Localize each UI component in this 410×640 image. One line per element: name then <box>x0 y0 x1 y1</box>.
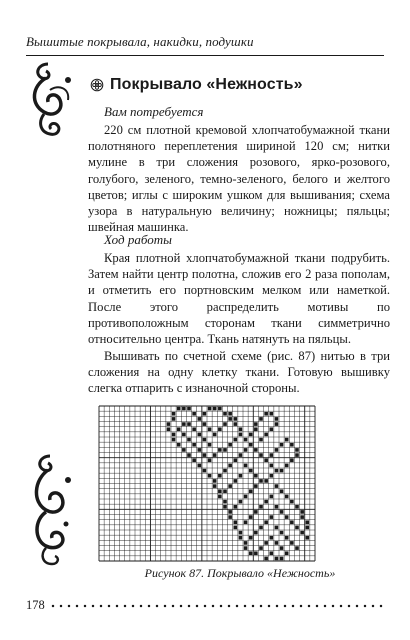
stitch-cell <box>203 469 207 473</box>
stitch-cell <box>218 474 222 478</box>
stitch-cell <box>269 551 273 555</box>
materials-paragraph: 220 см плотной кремовой хлопчатобумажной ткани полотняного переплетения шириной 120 см; нитки мулине в три сложения розового, ярко-розового, голубого, зеленого, темно-зеленого, белого и желтого цветов; иглы с широким ушком для вышивания; схема узора в натуральную величину; ножницы; пяльцы; швейная машинка. <box>88 123 390 235</box>
stitch-cell <box>254 510 258 514</box>
embroidery-pattern-figure <box>98 405 316 567</box>
stitch-cell <box>295 526 299 530</box>
stitch-cell <box>223 505 227 509</box>
stitch-cell <box>275 422 279 426</box>
stitch-cell <box>264 557 268 561</box>
stitch-cell <box>244 546 248 550</box>
stitch-cell <box>172 417 176 421</box>
stitch-cell <box>233 458 237 462</box>
stitch-cell <box>228 484 232 488</box>
stitch-cell <box>264 412 268 416</box>
stitch-cell <box>264 541 268 545</box>
work-heading: Ход работы <box>104 232 172 247</box>
stitch-cell <box>290 541 294 545</box>
stitch-cell <box>223 469 227 473</box>
stitch-cell <box>192 412 196 416</box>
stitch-cell <box>259 479 263 483</box>
stitch-cell <box>213 484 217 488</box>
stitch-cell <box>280 469 284 473</box>
stitch-cell <box>280 531 284 535</box>
stitch-cell <box>197 464 201 468</box>
stitch-cell <box>295 546 299 550</box>
stitch-cell <box>305 536 309 540</box>
stitch-cell <box>275 526 279 530</box>
stitch-cell <box>223 489 227 493</box>
stitch-cell <box>280 510 284 514</box>
stitch-cell <box>182 407 186 411</box>
stitch-cell <box>228 412 232 416</box>
stitch-cell <box>290 443 294 447</box>
stitch-cell <box>254 422 258 426</box>
stitch-cell <box>239 427 243 431</box>
ornament-swirl-top-icon <box>24 60 80 140</box>
stitch-cell <box>285 464 289 468</box>
stitch-cell <box>275 417 279 421</box>
stitch-cell <box>285 495 289 499</box>
stitch-cell <box>177 427 181 431</box>
stitch-cell <box>269 495 273 499</box>
footer-dotted-rule <box>49 602 386 610</box>
stitch-cell <box>275 469 279 473</box>
stitch-cell <box>290 500 294 504</box>
stitch-cell <box>254 551 258 555</box>
page-footer <box>26 598 386 613</box>
stitch-cell <box>167 427 171 431</box>
stitch-cell <box>223 500 227 504</box>
stitch-cell <box>197 448 201 452</box>
stitch-cell <box>192 443 196 447</box>
stitch-cell <box>269 464 273 468</box>
stitch-cell <box>285 438 289 442</box>
stitch-cell <box>192 458 196 462</box>
stitch-cell <box>187 438 191 442</box>
stitch-cell <box>218 407 222 411</box>
stitch-cell <box>192 427 196 431</box>
stitch-cell <box>244 520 248 524</box>
stitch-cell <box>233 479 237 483</box>
stitch-cell <box>208 407 212 411</box>
stitch-cell <box>233 505 237 509</box>
stitch-cell <box>239 474 243 478</box>
stitch-cell <box>259 417 263 421</box>
stitch-cell <box>249 489 253 493</box>
stitch-cell <box>249 551 253 555</box>
stitch-cell <box>213 479 217 483</box>
stitch-cell <box>239 531 243 535</box>
stitch-cell <box>218 495 222 499</box>
stitch-cell <box>264 479 268 483</box>
stitch-cell <box>208 427 212 431</box>
stitch-cell <box>269 427 273 431</box>
stitch-cell <box>244 448 248 452</box>
stitch-cell <box>249 515 253 519</box>
stitch-cell <box>244 438 248 442</box>
stitch-cell <box>182 433 186 437</box>
stitch-cell <box>228 464 232 468</box>
work-paragraph-2: Вышивать по счетной схеме (рис. 87) нитью в три сложения на одну клетку ткани. Готовую вышивку слегка отпарить с изнаночной стороны. <box>88 349 390 396</box>
stitch-cell <box>223 412 227 416</box>
stitch-cell <box>197 433 201 437</box>
stitch-cell <box>280 557 284 561</box>
stitch-cell <box>203 438 207 442</box>
ornament-swirl-bottom-icon <box>24 450 80 570</box>
stitch-cell <box>177 407 181 411</box>
stitch-cell <box>244 464 248 468</box>
stitch-cell <box>254 531 258 535</box>
stitch-cell <box>228 515 232 519</box>
stitch-cell <box>269 412 273 416</box>
stitch-cell <box>208 474 212 478</box>
stitch-cell <box>239 500 243 504</box>
stitch-cell <box>305 520 309 524</box>
header-rule <box>26 55 384 56</box>
stitch-cell <box>223 448 227 452</box>
stitch-cell <box>233 526 237 530</box>
figure-caption: Рисунок 87. Покрывало «Нежность» <box>144 566 336 580</box>
stitch-cell <box>233 520 237 524</box>
stitch-cell <box>300 515 304 519</box>
stitch-cell <box>249 469 253 473</box>
stitch-cell <box>197 417 201 421</box>
stitch-cell <box>285 551 289 555</box>
stitch-cell <box>218 448 222 452</box>
stitch-cell <box>172 438 176 442</box>
stitch-cell <box>259 438 263 442</box>
stitch-cell <box>233 417 237 421</box>
stitch-cell <box>182 422 186 426</box>
stitch-cell <box>223 422 227 426</box>
stitch-cell <box>213 407 217 411</box>
stitch-cell <box>264 458 268 462</box>
stitch-cell <box>275 541 279 545</box>
section-title-row <box>90 76 303 94</box>
stitch-cell <box>275 557 279 561</box>
stitch-cell <box>254 448 258 452</box>
stitch-cell <box>285 515 289 519</box>
page-number: 178 <box>26 598 45 612</box>
stitch-cell <box>177 443 181 447</box>
stitch-cell <box>305 526 309 530</box>
stitch-cell <box>218 489 222 493</box>
stitch-cell <box>295 453 299 457</box>
stitch-cell <box>259 453 263 457</box>
stitch-cell <box>203 453 207 457</box>
stitch-cell <box>259 505 263 509</box>
stitch-cell <box>228 443 232 447</box>
stitch-cell <box>239 433 243 437</box>
stitch-cell <box>249 433 253 437</box>
stitch-cell <box>269 536 273 540</box>
flower-bullet-icon <box>90 78 104 92</box>
stitch-cell <box>264 500 268 504</box>
stitch-cell <box>244 541 248 545</box>
stitch-cell <box>269 515 273 519</box>
stitch-cell <box>300 510 304 514</box>
counted-stitch-grid <box>98 405 316 562</box>
stitch-cell <box>249 536 253 540</box>
stitch-cell <box>172 412 176 416</box>
stitch-cell <box>167 422 171 426</box>
stitch-cell <box>233 438 237 442</box>
stitch-cell <box>285 536 289 540</box>
stitch-cell <box>280 443 284 447</box>
stitch-cell <box>218 427 222 431</box>
stitch-cell <box>259 546 263 550</box>
stitch-cell <box>275 448 279 452</box>
stitch-cell <box>208 458 212 462</box>
stitch-cell <box>264 433 268 437</box>
stitch-cell <box>213 453 217 457</box>
stitch-cell <box>233 422 237 426</box>
stitch-cell <box>290 520 294 524</box>
stitch-cell <box>280 546 284 550</box>
stitch-cell <box>244 495 248 499</box>
stitch-cell <box>187 407 191 411</box>
stitch-cell <box>228 417 232 421</box>
stitch-cell <box>295 448 299 452</box>
stitch-cell <box>254 427 258 431</box>
stitch-cell <box>182 448 186 452</box>
stitch-cell <box>300 531 304 535</box>
stitch-cell <box>269 474 273 478</box>
stitch-cell <box>290 458 294 462</box>
stitch-cell <box>275 484 279 488</box>
stitch-cell <box>280 489 284 493</box>
stitch-cell <box>213 433 217 437</box>
stitch-cell <box>249 443 253 447</box>
stitch-cell <box>269 453 273 457</box>
stitch-cell <box>172 433 176 437</box>
stitch-cell <box>254 484 258 488</box>
stitch-cell <box>187 453 191 457</box>
stitch-cell <box>208 443 212 447</box>
needs-heading: Вам потребуется <box>104 104 204 119</box>
work-paragraph-1: Края плотной хлопчатобумажной ткани подрубить. Затем найти центр полотна, сложив его 2 раза пополам, и отметить его портновским мелком или наметкой. После этого распределить мотивы по противоположным сторонам ткани симметрично относительно центра. Ткань натянуть на пяльцы. <box>88 251 390 347</box>
stitch-cell <box>264 520 268 524</box>
stitch-cell <box>254 474 258 478</box>
stitch-cell <box>275 505 279 509</box>
stitch-cell <box>239 453 243 457</box>
stitch-cell <box>295 505 299 509</box>
running-header: Вышитые покрывала, накидки, подушки <box>26 34 254 49</box>
stitch-cell <box>239 536 243 540</box>
stitch-cell <box>228 510 232 514</box>
stitch-cell <box>259 526 263 530</box>
stitch-cell <box>203 412 207 416</box>
section-title: Покрывало «Нежность» <box>110 76 303 93</box>
stitch-cell <box>203 422 207 426</box>
stitch-cell <box>187 422 191 426</box>
